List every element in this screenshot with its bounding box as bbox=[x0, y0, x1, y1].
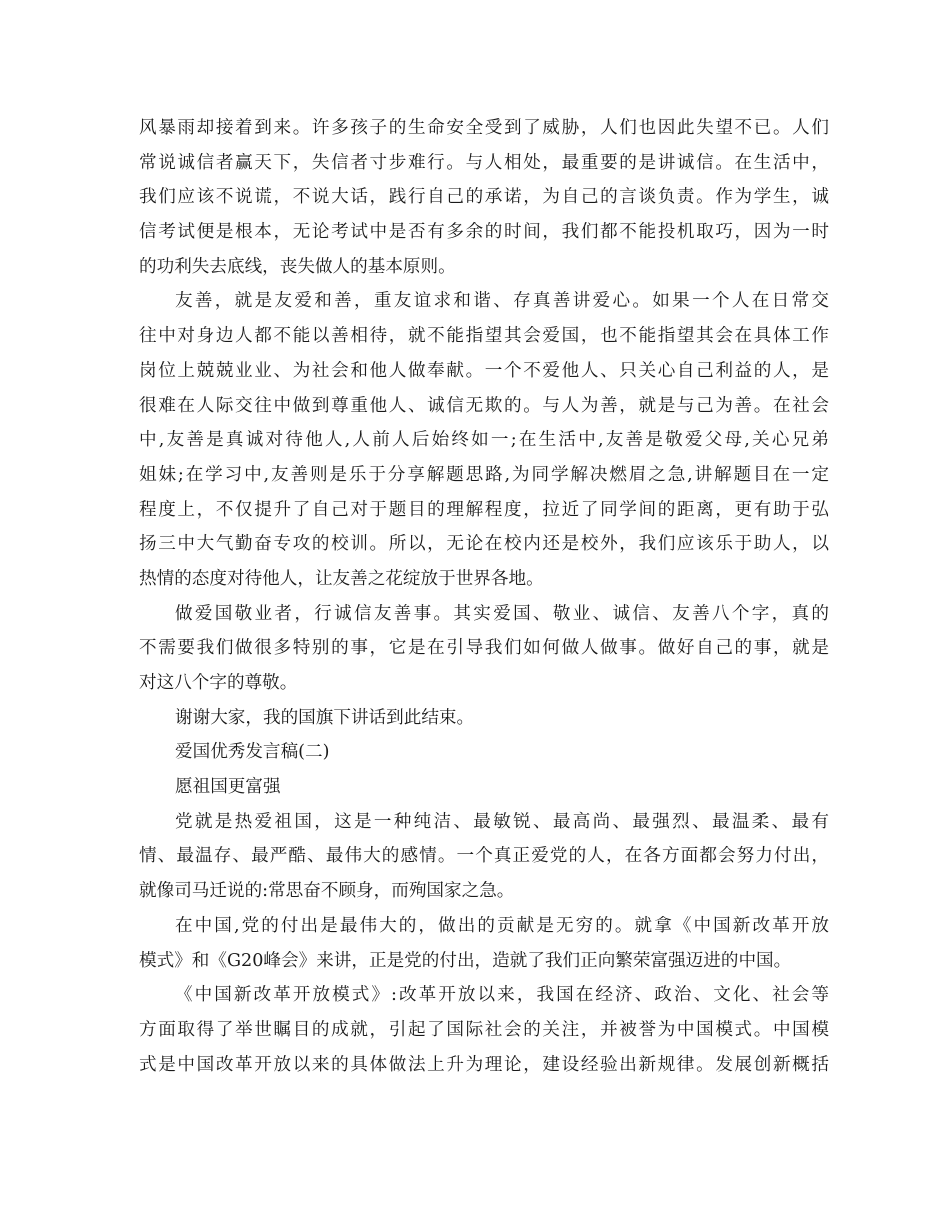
text-line: 对这八个字的尊敬。 bbox=[139, 673, 298, 693]
text-line: 愿祖国更富强 bbox=[175, 777, 281, 798]
text-line: 友善，就是友爱和善，重友谊求和谐、存真善讲爱心。如果一个人在日常交 bbox=[175, 291, 829, 312]
text-line: 往中对身边人都不能以善相待，就不能指望其会爱国，也不能指望其会在具体工作 bbox=[139, 326, 829, 347]
text-line: 中,友善是真诚对待他人,人前人后始终如一;在生活中,友善是敬爱父母,关心兄弟 bbox=[139, 430, 829, 451]
text-line: 程度上，不仅提升了自己对于题目的理解程度，拉近了同学间的距离，更有助于弘 bbox=[139, 499, 829, 520]
text-line: 信考试便是根本，无论考试中是否有多余的时间，我们都不能投机取巧，因为一时 bbox=[139, 222, 829, 243]
text-line: 不需要我们做很多特别的事，它是在引导我们如何做人做事。做好自己的事，就是 bbox=[139, 638, 829, 659]
text-line: 做爱国敬业者，行诚信友善事。其实爱国、敬业、诚信、友善八个字，真的 bbox=[175, 603, 829, 624]
text-line: 扬三中大气勤奋专攻的校训。所以，无论在校内还是校外，我们应该乐于助人，以 bbox=[139, 534, 829, 555]
text-line: 《中国新改革开放模式》:改革开放以来，我国在经济、政治、文化、社会等 bbox=[175, 985, 829, 1006]
text-line: 在中国,党的付出是最伟大的，做出的贡献是无穷的。就拿《中国新改革开放 bbox=[175, 915, 829, 936]
document-body bbox=[139, 111, 829, 1082]
text-line: 热情的态度对待他人，让友善之花绽放于世界各地。 bbox=[139, 568, 544, 589]
text-line: 常说诚信者赢天下，失信者寸步难行。与人相处，最重要的是讲诚信。在生活中， bbox=[139, 152, 829, 173]
text-line: 岗位上兢兢业业、为社会和他人做奉献。一个不爱他人、只关心自己利益的人，是 bbox=[139, 360, 829, 381]
text-line: 姐妹;在学习中,友善则是乐于分享解题思路,为同学解决燃眉之急,讲解题目在一定 bbox=[139, 464, 829, 485]
text-line: 情、最温存、最严酷、最伟大的感情。一个真正爱党的人，在各方面都会努力付出， bbox=[139, 846, 829, 867]
text-line: 方面取得了举世瞩目的成就，引起了国际社会的关注，并被誉为中国模式。中国模 bbox=[139, 1019, 829, 1040]
text-line: 式是中国改革开放以来的具体做法上升为理论，建设经验出新规律。发展创新概括 bbox=[139, 1054, 829, 1075]
text-line: 党就是热爱祖国，这是一种纯洁、最敏锐、最高尚、最强烈、最温柔、最有 bbox=[175, 811, 829, 832]
text-line: 我们应该不说谎，不说大话，践行自己的承诺，为自己的言谈负责。作为学生，诚 bbox=[139, 187, 829, 208]
text-line: 模式》和《G20峰会》来讲，正是党的付出，造就了我们正向繁荣富强迈进的中国。 bbox=[139, 950, 792, 971]
text-line: 很难在人际交往中做到尊重他人、诚信无欺的。与人为善，就是与己为善。在社会 bbox=[139, 395, 829, 416]
text-line: 就像司马迁说的:常思奋不顾身，而殉国家之急。 bbox=[139, 881, 515, 902]
text-line: 的功利失去底线，丧失做人的基本原则。 bbox=[139, 256, 456, 277]
text-line: 爱国优秀发言稿(二) bbox=[175, 742, 330, 763]
text-line: 风暴雨却接着到来。许多孩子的生命安全受到了威胁，人们也因此失望不已。人们 bbox=[139, 118, 829, 138]
text-line: 谢谢大家，我的国旗下讲话到此结束。 bbox=[175, 707, 475, 728]
